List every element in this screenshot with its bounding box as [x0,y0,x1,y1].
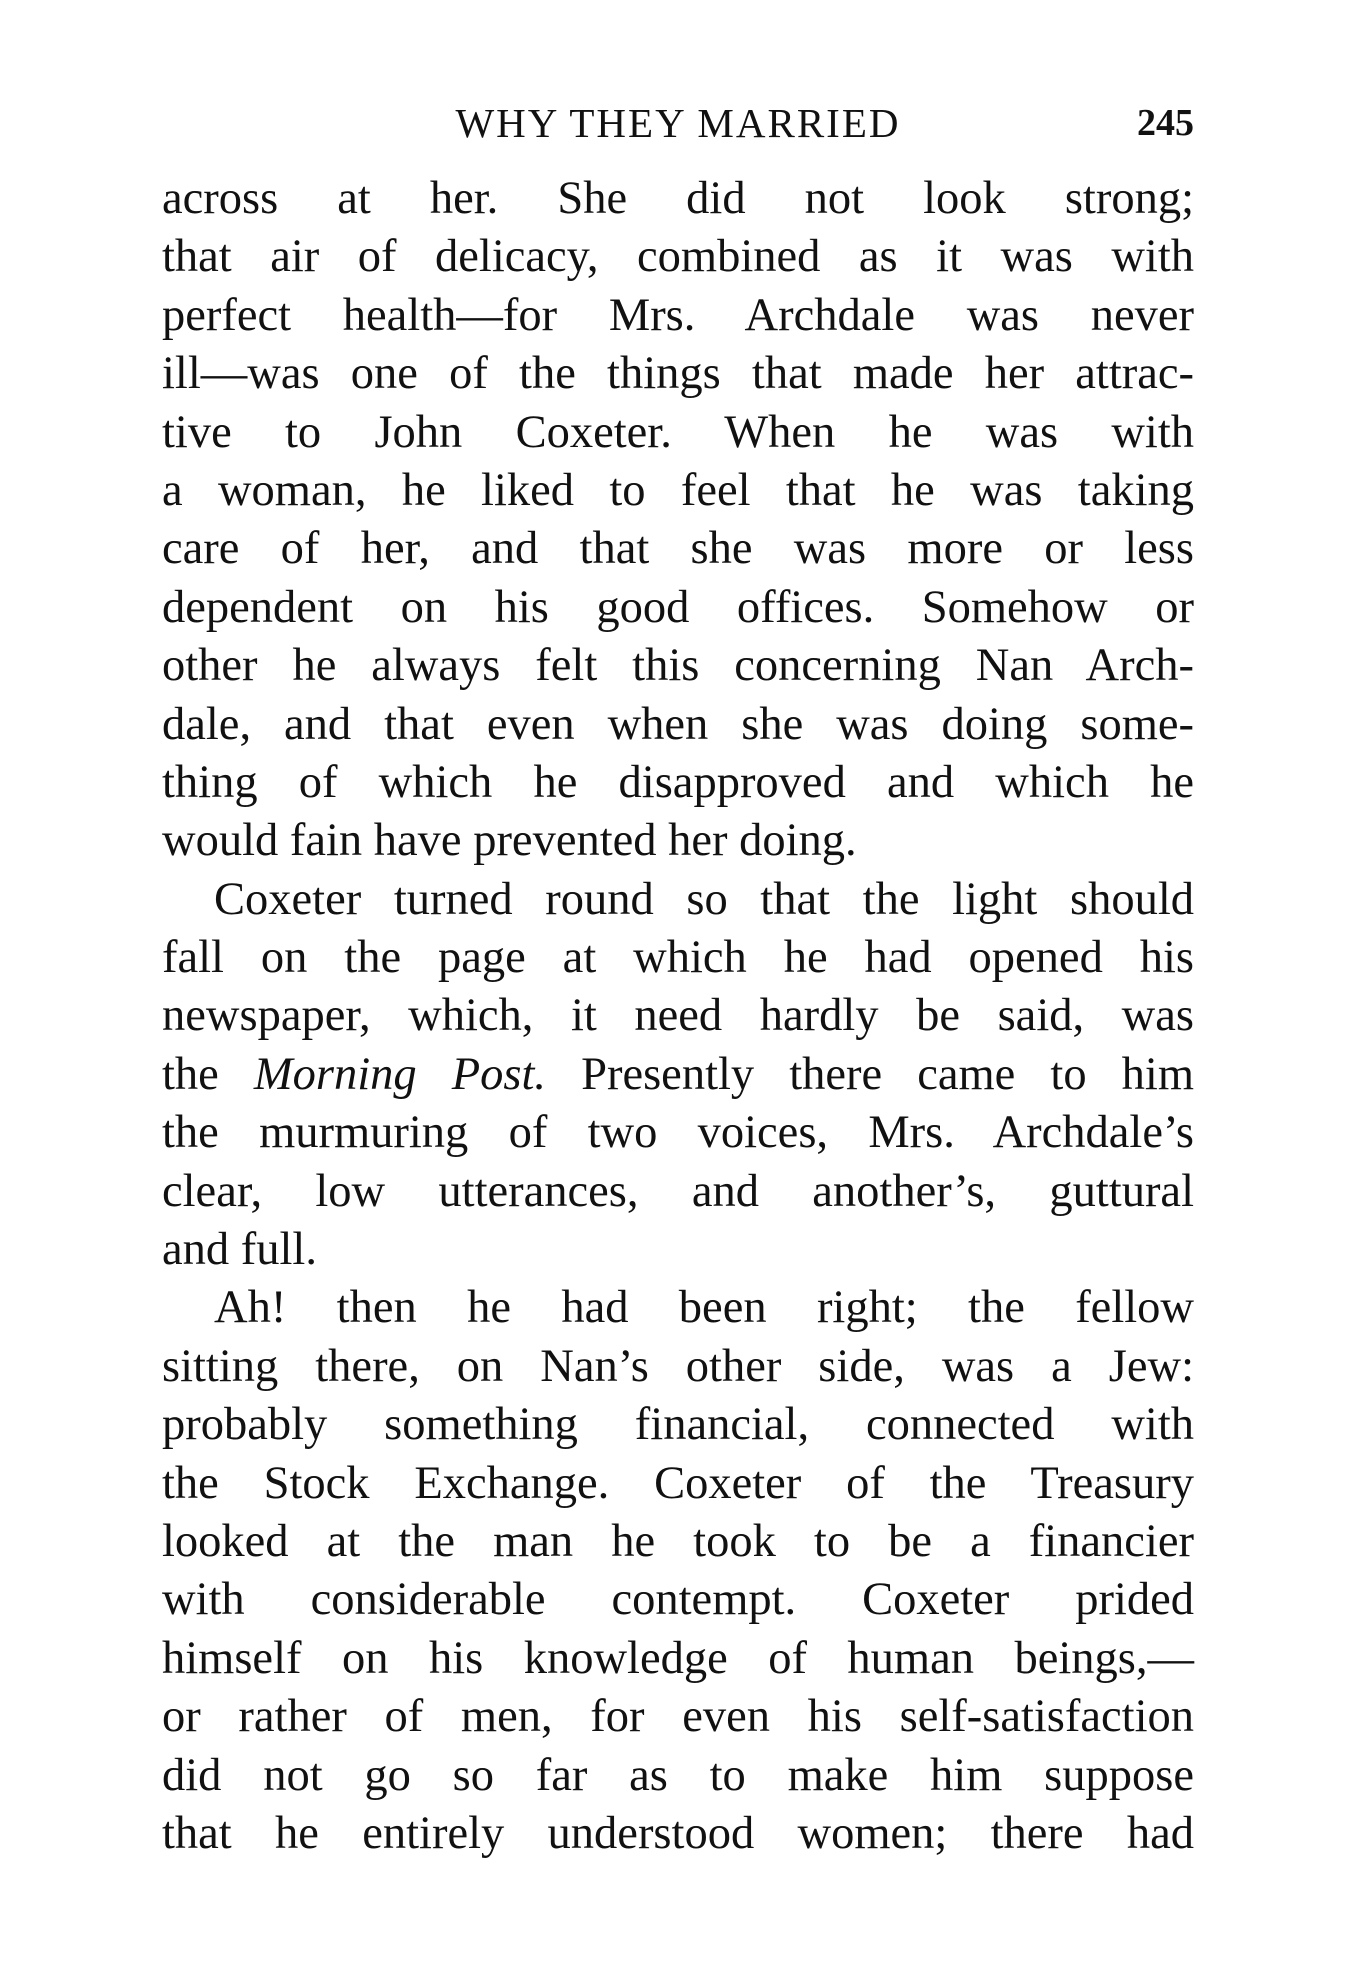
running-head [162,98,1194,148]
text-line: tive to John Coxeter. When he was with [162,406,1194,458]
text-line: across at her. She did not look strong; [162,173,1194,224]
text-line: other he always felt this concerning Nan Arch- [162,640,1194,692]
text-line: fall on the page at which he had opened his [162,932,1194,984]
line-text-before: the [162,1048,254,1100]
text-line: or rather of men, for even his self-satisfaction [162,1691,1194,1743]
running-title: WHY THEY MARRIED [455,100,901,146]
text-line: dale, and that even when she was doing some- [162,698,1194,750]
text-line: a woman, he liked to feel that he was taking [162,464,1194,516]
text-line: would fain have prevented her doing. [162,815,857,867]
text-line: with considerable contempt. Coxeter prided [162,1574,1194,1626]
text-line: himself on his knowledge of human beings,— [162,1632,1194,1684]
text-line: sitting there, on Nan’s other side, was a Jew: [162,1340,1194,1392]
text-line: perfect health—for Mrs. Archdale was never [162,289,1194,341]
page-number: 245 [1137,102,1194,144]
text-line: did not go so far as to make him suppose [162,1749,1194,1801]
text-line: care of her, and that she was more or less [162,523,1194,575]
text-line: newspaper, which, it need hardly be said, was [162,990,1194,1042]
newspaper-title-italic: Morning Post. [253,1048,547,1100]
text-line: probably something financial, connected with [162,1399,1194,1451]
text-line: the Stock Exchange. Coxeter of the Treasury [162,1457,1194,1509]
text-line: clear, low utterances, and another’s, guttural [162,1165,1194,1217]
text-line: that he entirely understood women; there had [162,1807,1194,1859]
text-line: that air of delicacy, combined as it was with [162,231,1194,283]
text-line: dependent on his good offices. Somehow or [162,581,1194,633]
text-line: ill—was one of the things that made her attrac- [162,348,1194,400]
text-line: Ah! then he had been right; the fellow [214,1282,1194,1334]
text-line-with-emphasis [162,1046,1194,1104]
text-line: the murmuring of two voices, Mrs. Archdale’s [162,1107,1194,1159]
text-line: Coxeter turned round so that the light should [214,873,1194,925]
line-text-after: Presently there came to him [546,1048,1194,1100]
text-line: looked at the man he took to be a financier [162,1515,1194,1567]
text-line: thing of which he disapproved and which he [162,756,1194,808]
body-text [162,170,1194,1863]
text-line: and full. [162,1224,317,1276]
